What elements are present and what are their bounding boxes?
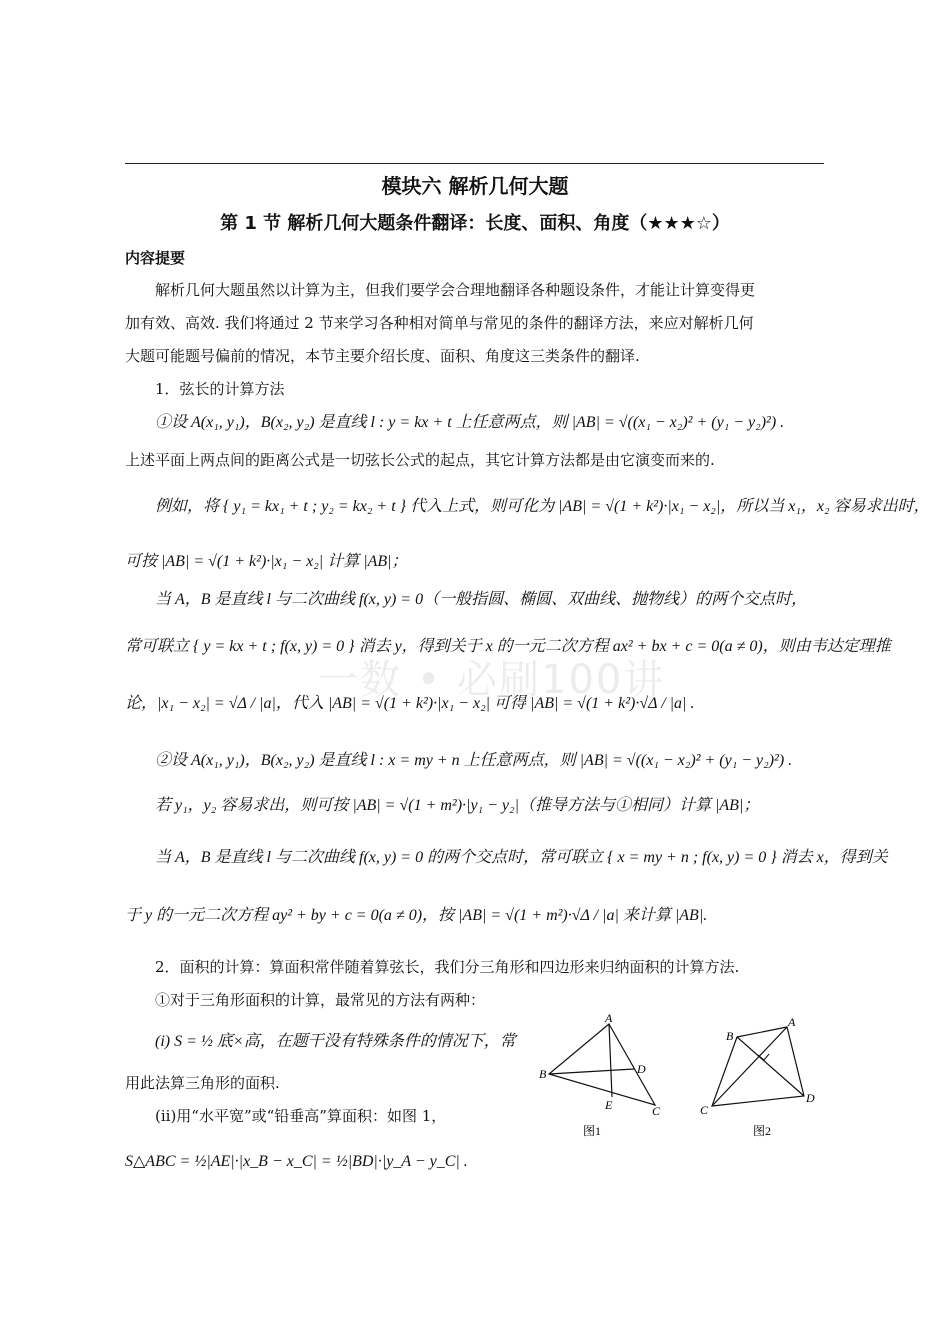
- formula-line: 若 y₁，y₂ 容易求出，则可按 |AB| = √(1 + m²)·|y₁ − y₂|（推导方法与①相同）计算 |AB|；: [155, 797, 760, 814]
- paragraph-line: 加有效、高效. 我们将通过 2 节来学习各种相对简单与常见的条件的翻译方法，来应对解析几何: [125, 314, 754, 332]
- paragraph-line: 用此法算三角形的面积.: [125, 1074, 280, 1092]
- figure-2: [698, 1010, 828, 1145]
- figure-1-label-d: D: [637, 1062, 646, 1076]
- content-heading: 内容提要: [125, 249, 186, 267]
- formula-line: 当 A，B 是直线 l 与二次曲线 f(x, y) = 0 的两个交点时，常可联立 { x = my + n ; f(x, y) = 0 } 消去 x，得到关: [155, 849, 888, 866]
- formula-line: 可按 |AB| = √(1 + k²)·|x₁ − x₂| 计算 |AB|；: [125, 553, 408, 570]
- figure-2-label-a: A: [788, 1015, 796, 1029]
- top-rule: [125, 163, 824, 164]
- figure-1-label-c: C: [652, 1104, 661, 1118]
- figure-1: [535, 1010, 685, 1145]
- figure-2-caption: 图2: [753, 1124, 772, 1138]
- paragraph-line: ①对于三角形面积的计算，最常见的方法有两种：: [155, 991, 486, 1009]
- paragraph-line: 解析几何大题虽然以计算为主，但我们要学会合理地翻译各种题设条件，才能让计算变得更: [155, 281, 756, 299]
- figure-2-label-c: C: [700, 1103, 709, 1117]
- formula-line: (i) S = ½ 底×高，在题干没有特殊条件的情况下，常: [155, 1033, 516, 1050]
- figure-1-label-b: B: [539, 1067, 547, 1081]
- formula-line: S△ABC = ½|AE|·|x_B − x_C| = ½|BD|·|y_A − y_C| .: [125, 1153, 468, 1170]
- formula-line: 于 y 的一元二次方程 ay² + by + c = 0(a ≠ 0)，按 |AB| = √(1 + m²)·√Δ / |a| 来计算 |AB|.: [125, 907, 708, 924]
- formula-line: 论，|x₁ − x₂| = √Δ / |a|，代入 |AB| = √(1 + k²)·|x₁ − x₂| 可得 |AB| = √(1 + k²)·√Δ / |a| .: [125, 695, 695, 712]
- figure-2-label-d: D: [806, 1091, 815, 1105]
- figure-1-label-e: E: [605, 1098, 613, 1112]
- paragraph-line: 大题可能题号偏前的情况，本节主要介绍长度、面积、角度这三类条件的翻译.: [125, 347, 640, 365]
- paragraph-line: 1．弦长的计算方法: [155, 380, 285, 398]
- watermark: 一数 • 必刷100讲: [318, 657, 666, 703]
- paragraph-line: 上述平面上两点间的距离公式是一切弦长公式的起点，其它计算方法都是由它演变而来的.: [125, 451, 715, 469]
- paragraph-line: (ii)用“水平宽”或“铅垂高”算面积：如图 1，: [155, 1107, 447, 1125]
- section-subtitle: 第 1 节 解析几何大题条件翻译：长度、面积、角度（★★★☆）: [220, 213, 730, 234]
- paragraph-line: 2．面积的计算：算面积常伴随着算弦长，我们分三角形和四边形来归纳面积的计算方法.: [155, 958, 740, 976]
- figure-1-caption: 图1: [583, 1124, 602, 1138]
- formula-line: 常可联立 { y = kx + t ; f(x, y) = 0 } 消去 y，得到关于 x 的一元二次方程 ax² + bx + c = 0(a ≠ 0)，则由韦达定理推: [125, 638, 891, 655]
- figure-2-label-b: B: [726, 1029, 734, 1043]
- formula-line: ②设 A(x₁, y₁)，B(x₂, y₂) 是直线 l : x = my + n 上任意两点，则 |AB| = √((x₁ − x₂)² + (y₁ − y₂)²) .: [155, 752, 793, 769]
- formula-line: ①设 A(x₁, y₁)，B(x₂, y₂) 是直线 l : y = kx + t 上任意两点，则 |AB| = √((x₁ − x₂)² + (y₁ − y₂)²) .: [155, 414, 785, 431]
- figure-1-label-a: A: [605, 1011, 613, 1025]
- page-title: 模块六 解析几何大题: [381, 174, 569, 198]
- formula-line: 例如，将 { y₁ = kx₁ + t ; y₂ = kx₂ + t } 代入上式，则可化为 |AB| = √(1 + k²)·|x₁ − x₂|，所以当 x₁，x₂ 容易求出时，: [155, 498, 930, 515]
- formula-line: 当 A，B 是直线 l 与二次曲线 f(x, y) = 0（一般指圆、椭圆、双曲线、抛物线）的两个交点时，: [155, 591, 808, 608]
